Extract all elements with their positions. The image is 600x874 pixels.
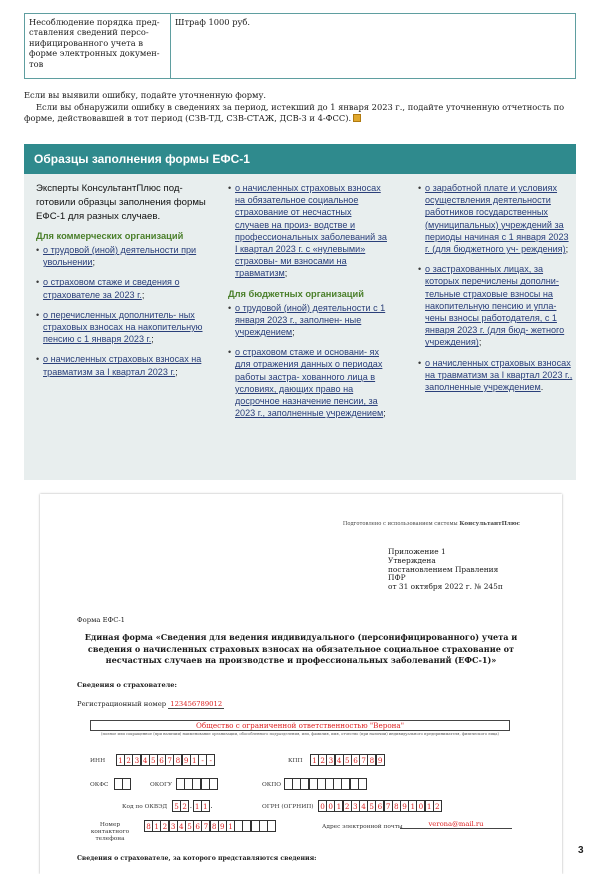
violation-cell: Несоблюдение порядка пред- ставления сведений персо- нифицированного учета в форме электронных докумен- тов (25, 14, 171, 78)
page-number: 3 (578, 845, 584, 856)
digit-cell: 1 (201, 800, 210, 812)
note-line-2: Если вы обнаружили ошибку в сведениях за период, истекший до 1 января 2023 г., подайте уточненную отчетность по форме, действовавшей в тот период (СЗВ-ТД, СЗВ-СТАЖ, ДСВ-3 и 4-ФСС). (24, 101, 565, 124)
email-value: verona@mail.ru (400, 820, 512, 829)
reg-number-row: Регистрационный номер 123456789012 (77, 700, 223, 708)
digit-cell: 3 (326, 754, 335, 766)
appendix-block: Приложение 1 Утверждена постановлением Правления ПФР от 31 октября 2022 г. № 245п (388, 547, 503, 592)
sample-link[interactable]: о застрахованных лицах, за которых перечислены дополни- тельные страховые взносы на накопительную пенсию и упла- чены взносы работодателя, с 1 января 2023 г. (для бюд- жетного учреждения) (425, 264, 565, 348)
digit-cell: 2 (180, 800, 189, 812)
digit-cell: 2 (343, 800, 352, 812)
phone-cells (144, 820, 275, 832)
list-item: • о заработной плате и условиях осуществления деятельности работников государственных (муниципальных) учреждений за периоды начиная с 1 января 2023 г. (для бюджетного уч- реждения); (418, 182, 574, 255)
reg-number-value: 123456789012 (170, 700, 223, 708)
digit-cell: - (206, 754, 215, 766)
digit-cell: 4 (359, 800, 368, 812)
penalty-cell: Штраф 1000 руб. (175, 17, 251, 27)
digit-cell: 9 (376, 754, 385, 766)
source-note: Подготовлено с использованием системы КонсультантПлюс (342, 521, 520, 527)
digit-cell: 2 (318, 754, 327, 766)
sample-link[interactable]: о начисленных страховых взносах на травматизм за I квартал 2023 г., заполненные учреждением (425, 357, 573, 393)
digit-cell: 3 (169, 820, 178, 832)
list-item: • о перечисленных дополнитель- ных страховых взносах на накопительную пенсию с 1 января 2023 г.; (36, 309, 206, 346)
digit-cell: 8 (392, 800, 401, 812)
digit-cell: 3 (351, 800, 360, 812)
list-item: • о страховом стаже и сведения о страхователе за 2023 г.; (36, 276, 206, 300)
sample-link[interactable]: о перечисленных дополнитель- ных страховых взносах на накопительную пенсию с 1 января 2023 г. (43, 309, 203, 345)
digit-cell: 7 (201, 820, 210, 832)
list-item: • о начисленных страховых взносах на травматизм за I квартал 2023 г.; (36, 353, 206, 377)
org-name-field: Общество с ограниченной ответственностью "Верона" (90, 720, 510, 731)
okpo-cells (284, 778, 366, 790)
samples-title: Образцы заполнения формы ЕФС-1 (24, 144, 576, 174)
digit-cell: 1 (116, 754, 125, 766)
okved-cells (172, 800, 213, 812)
sample-link[interactable]: о страховом стаже и основани- ях для отражения данных о периодах работы застра- хованного лица в условиях, дающих право на досрочное назначение пенсии, за 2023 г., заполненные учреждением (235, 347, 384, 419)
list-item: • о начисленных страховых взносах на травматизм за I квартал 2023 г., заполненные учреждением. (418, 357, 574, 394)
list-item: • о начисленных страховых взносах на обязательное социальное страхование от несчастных случаев на произ- водстве и профессиональных заболеваний за I квартал 2023 г. с «нулевыми» страховы- ми взносами на травматизм; (228, 182, 388, 280)
kpp-label: КПП (288, 758, 303, 764)
email-label: Адрес электронной почты (322, 824, 403, 830)
digit-cell: 4 (335, 754, 344, 766)
sample-link[interactable]: о трудовой (иной) деятельности с 1 января 2023 г., заполнен- ные учреждением (235, 302, 386, 338)
samples-column-3 (418, 182, 574, 401)
digit-cell: . (210, 801, 213, 810)
form-label: Форма ЕФС-1 (77, 616, 126, 624)
consultant-link-icon[interactable] (353, 114, 361, 122)
digit-cell: 3 (132, 754, 141, 766)
digit-cell: 5 (172, 800, 181, 812)
digit-cell: 7 (165, 754, 174, 766)
kpp-cells (310, 754, 384, 766)
digit-cell: 7 (359, 754, 368, 766)
digit-cell: 7 (384, 800, 393, 812)
digit-cell: 1 (425, 800, 434, 812)
digit-cell: 6 (351, 754, 360, 766)
phone-label: Номер контактного телефона (90, 822, 130, 842)
digit-cell: 0 (416, 800, 425, 812)
group-budget-heading: Для бюджетных организаций (228, 288, 364, 299)
insurer-header: Сведения о страхователе: (77, 681, 177, 689)
form-page-preview (40, 494, 562, 874)
digit-cell: 0 (326, 800, 335, 812)
samples-intro: Эксперты КонсультантПлюс под- готовили образцы заполнения формы ЕФС-1 для разных случаев. (36, 183, 206, 222)
digit-cell: 9 (218, 820, 227, 832)
sample-link[interactable]: о начисленных страховых взносах на обязательное социальное страхование от несчастных случаев на произ- водстве и профессиональных заболеваний за I квартал 2023 г. с «нулевыми» страховы- ми взносами на травматизм (235, 183, 387, 279)
digit-cell: 2 (124, 754, 133, 766)
digit-cell: 9 (400, 800, 409, 812)
okpo-label: ОКПО (262, 782, 282, 788)
digit-cell: 5 (185, 820, 194, 832)
samples-box (24, 144, 576, 480)
okfs-label: ОКФС (90, 782, 109, 788)
okved-label: Код по ОКВЭД (122, 804, 168, 810)
digit-cell: 8 (173, 754, 182, 766)
sample-link[interactable]: о заработной плате и условиях осуществления деятельности работников государственных (муниципальных) учреждений за периоды начиная с 1 января 2023 г. (для бюджетного уч- реждения) (425, 183, 569, 255)
digit-cell: 1 (190, 754, 199, 766)
form-title: Единая форма «Сведения для ведения индивидуального (персонифицированного) учета и сведения о начисленных страховых взносах на обязательное социальное страхование от несчастных случаев на производстве и профессиональных заболеваний (ЕФС-1)» (84, 632, 518, 666)
digit-cell: 2 (433, 800, 442, 812)
org-name-caption: (полное или сокращенное (при наличии) наименование организации, обособленного подразделения, или, фамилия, имя, отчество (при наличии) индивидуального предпринимателя, физического лица) (101, 732, 499, 736)
penalty-table (24, 13, 576, 79)
insurer-info-header: Сведения о страхователе, за которого представляются сведения: (77, 855, 317, 862)
list-item: • о трудовой (иной) деятельности с 1 января 2023 г., заполнен- ные учреждением; (228, 302, 388, 339)
samples-column-1 (36, 182, 206, 386)
digit-cell: 8 (144, 820, 153, 832)
digit-cell: 0 (318, 800, 327, 812)
digit-cell: 1 (193, 800, 202, 812)
ogrn-label: ОГРН (ОГРНИП) (262, 804, 314, 810)
digit-cell: 8 (210, 820, 219, 832)
digit-cell: 5 (367, 800, 376, 812)
digit-cell: . (189, 801, 193, 810)
sample-link[interactable]: о страховом стаже и сведения о страхователе за 2023 г. (43, 277, 180, 300)
inn-cells (116, 754, 214, 766)
digit-cell: - (198, 754, 207, 766)
sample-link[interactable]: о трудовой (иной) деятельности при увольнении (43, 245, 197, 268)
digit-cell: 6 (157, 754, 166, 766)
digit-cell: 1 (152, 820, 161, 832)
digit-cell (267, 820, 276, 832)
digit-cell: 6 (375, 800, 384, 812)
digit-cell: 8 (367, 754, 376, 766)
digit-cell: 2 (160, 820, 169, 832)
digit-cell: 6 (193, 820, 202, 832)
digit-cell: 4 (141, 754, 150, 766)
inn-label: ИНН (90, 758, 106, 764)
digit-cell: 1 (226, 820, 235, 832)
group-commercial-heading: Для коммерческих организаций (36, 231, 184, 241)
sample-link[interactable]: о начисленных страховых взносах на травматизм за I квартал 2023 г. (43, 354, 202, 377)
okogu-label: ОКОГУ (150, 782, 173, 788)
note-line-1: Если вы выявили ошибку, подайте уточненную форму. (24, 90, 266, 100)
digit-cell: 1 (310, 754, 319, 766)
samples-column-2 (228, 182, 388, 427)
okfs-cells (114, 778, 130, 790)
digit-cell: 1 (408, 800, 417, 812)
okogu-cells (176, 778, 217, 790)
digit-cell: 1 (334, 800, 343, 812)
notes (24, 90, 580, 125)
digit-cell: 4 (177, 820, 186, 832)
digit-cell: 5 (149, 754, 158, 766)
ogrn-cells (318, 800, 441, 812)
digit-cell: 9 (182, 754, 191, 766)
digit-cell: 5 (343, 754, 352, 766)
list-item: • о трудовой (иной) деятельности при увольнении; (36, 244, 206, 268)
list-item: • о страховом стаже и основани- ях для отражения данных о периодах работы застра- хованного лица в условиях, дающих право на досрочное назначение пенсии, за 2023 г., заполненные учреждением; (228, 346, 388, 419)
list-item: • о застрахованных лицах, за которых перечислены дополни- тельные страховые взносы на накопительную пенсию и упла- чены взносы работодателя, с 1 января 2023 г. (для бюд- жетного учреждения); (418, 263, 574, 348)
